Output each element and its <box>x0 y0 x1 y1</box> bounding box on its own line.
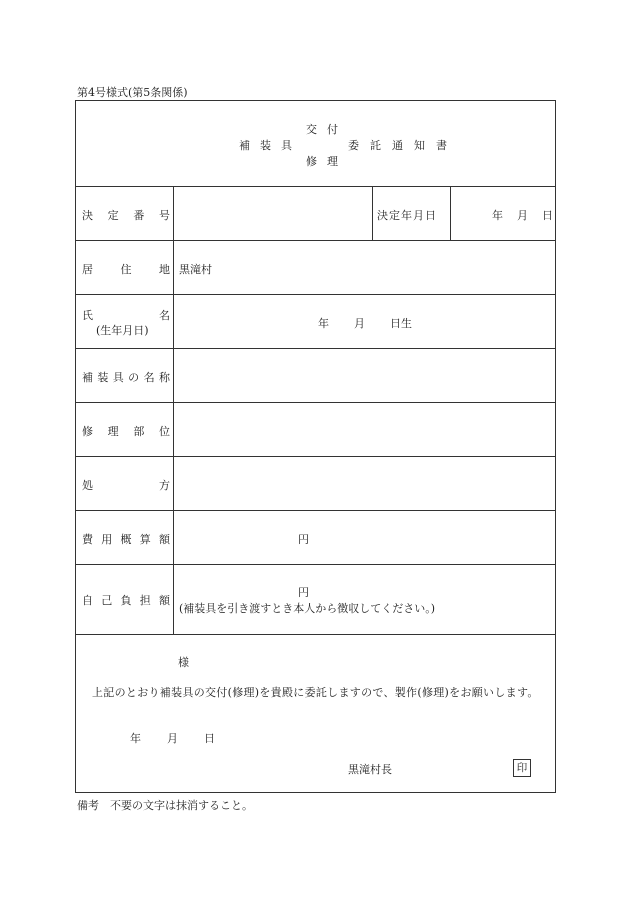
address-label <box>82 261 170 277</box>
label-char: 費 <box>82 533 93 546</box>
row-divider <box>76 456 555 457</box>
honorific: 様 <box>178 656 189 669</box>
label-char: 処 <box>82 479 93 492</box>
form-number: 第4号様式(第5条関係) <box>77 86 188 99</box>
row-divider <box>76 186 555 187</box>
name-label <box>82 307 170 323</box>
decision-number-label <box>82 207 170 223</box>
label-char: 位 <box>158 425 170 438</box>
column-divider <box>450 186 451 240</box>
row-divider <box>76 294 555 295</box>
label-char: 修 <box>82 425 93 438</box>
title-delivery <box>306 121 348 137</box>
birth-year: 年 <box>318 317 329 330</box>
label-char: 居 <box>82 263 93 276</box>
label-char: 理 <box>107 425 119 438</box>
mayor-name: 黒滝村長 <box>348 763 392 776</box>
cost-unit: 円 <box>298 533 309 546</box>
seal-mark: 印 <box>513 759 531 777</box>
device-name-label <box>82 369 170 385</box>
label-char: 補 <box>82 371 93 384</box>
title-device: 補装具 <box>239 139 302 152</box>
label-char: 負 <box>120 594 132 607</box>
row-divider <box>76 564 555 565</box>
label-char: 番 <box>133 209 145 222</box>
label-char: の <box>128 371 140 384</box>
label-char: 名 <box>159 309 170 322</box>
label-char: 称 <box>158 371 170 384</box>
decision-date-year: 年 <box>492 209 503 222</box>
repair-part-label <box>82 423 170 439</box>
label-char: 定 <box>107 209 119 222</box>
footer-date-day: 日 <box>204 732 215 745</box>
label-char: 己 <box>101 594 113 607</box>
label-char: 担 <box>139 594 151 607</box>
birth-month: 月 <box>354 317 365 330</box>
decision-date-day: 日 <box>542 209 553 222</box>
label-char: 具 <box>112 371 124 384</box>
self-pay-unit: 円 <box>298 586 309 599</box>
label-char: 自 <box>82 594 93 607</box>
self-pay-note: (補装具を引き渡すとき本人から徴収してください。) <box>179 602 436 615</box>
label-char: 決 <box>82 209 93 222</box>
footer-date-year: 年 <box>130 732 141 745</box>
footer-body: 上記のとおり補装具の交付(修理)を貴殿に委託しますので、製作(修理)をお願いします。 <box>92 686 539 699</box>
label-char: 額 <box>159 533 170 546</box>
row-divider <box>76 240 555 241</box>
column-divider <box>372 186 373 240</box>
label-char: 額 <box>159 594 170 607</box>
row-divider <box>76 634 555 635</box>
notice-form <box>75 100 556 793</box>
label-char: 名 <box>143 371 155 384</box>
label-char: 算 <box>139 533 151 546</box>
footer-date-month: 月 <box>167 732 178 745</box>
label-char: 氏 <box>82 309 93 322</box>
decision-date-month: 月 <box>517 209 528 222</box>
title-delivery-text: 交付 <box>306 123 348 136</box>
row-divider <box>76 348 555 349</box>
title-rest: 委託通知書 <box>348 139 458 152</box>
birth-day: 日生 <box>390 317 412 330</box>
row-divider <box>76 402 555 403</box>
title-repair: 修理 <box>306 155 348 168</box>
label-char: 号 <box>158 209 170 222</box>
label-char: 装 <box>97 371 109 384</box>
label-char: 概 <box>120 533 132 546</box>
label-char: 部 <box>133 425 145 438</box>
label-char: 住 <box>120 263 132 276</box>
label-char: 地 <box>159 263 170 276</box>
decision-date-label: 決定年月日 <box>377 209 437 222</box>
cost-label <box>82 531 170 547</box>
row-divider <box>76 510 555 511</box>
address-value: 黒滝村 <box>179 263 212 276</box>
label-column-divider <box>173 186 174 634</box>
prescription-label <box>82 477 170 493</box>
birth-label: (生年月日) <box>96 324 149 337</box>
self-pay-label <box>82 592 170 608</box>
remark-note: 備考 不要の文字は抹消すること。 <box>77 799 253 812</box>
label-char: 方 <box>159 479 170 492</box>
label-char: 用 <box>101 533 113 546</box>
